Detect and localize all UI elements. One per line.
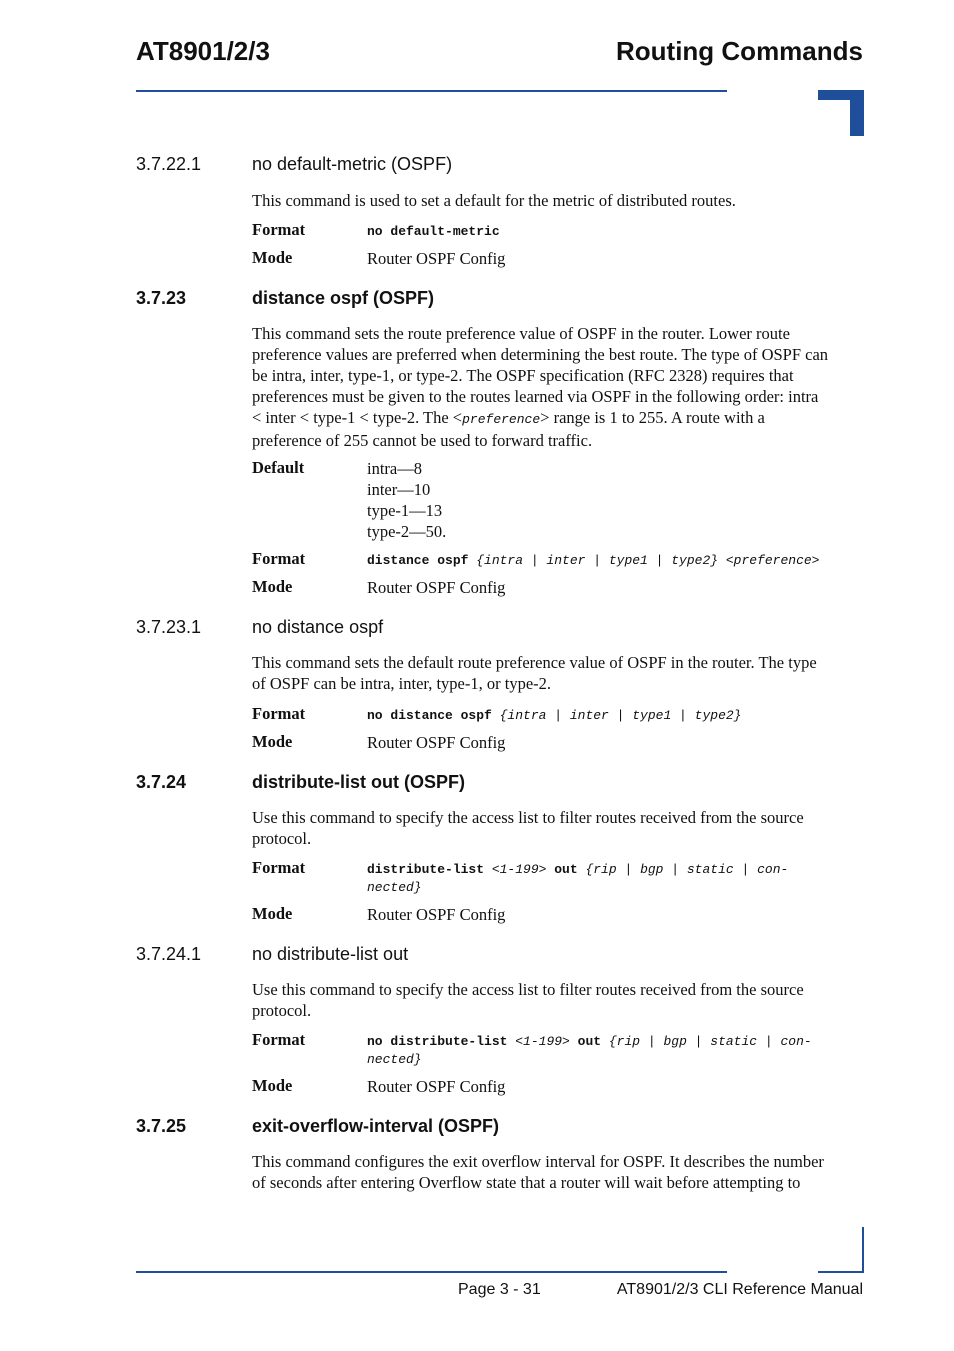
mode-label: Mode — [252, 904, 293, 923]
format-command: no distribute-list <1-199> out {rip | bgp | static | con- nected} — [367, 1034, 812, 1067]
section-number: 3.7.23.1 — [136, 617, 202, 637]
page-number: Page 3 - 31 — [458, 1281, 541, 1298]
format-command: distance ospf {intra | inter | type1 | type2} <preference> — [367, 553, 820, 568]
section-number: 3.7.25 — [136, 1116, 187, 1136]
section-number: 3.7.24 — [136, 772, 187, 792]
section-title: no distance ospf — [252, 617, 384, 637]
default-label: Default — [252, 458, 305, 477]
section-title: exit-overflow-interval (OSPF) — [252, 1116, 500, 1136]
section-description: Use this command to specify the access list to filter routes received from the source protocol. — [252, 808, 804, 848]
format-label: Format — [252, 704, 306, 723]
section-title: distribute-list out (OSPF) — [252, 772, 465, 792]
format-label: Format — [252, 220, 306, 239]
format-label: Format — [252, 858, 306, 877]
chapter-title: Routing Commands — [616, 36, 863, 66]
format-label: Format — [252, 1030, 306, 1049]
section-description: This command sets the default route preference value of OSPF in the router. The type of OSPF can be intra, inter, type-1, or type-2. — [252, 653, 817, 693]
format-label: Format — [252, 549, 306, 568]
format-command: distribute-list <1-199> out {rip | bgp | static | con- nected} — [367, 862, 789, 895]
mode-value: Router OSPF Config — [367, 578, 506, 597]
manual-title: AT8901/2/3 CLI Reference Manual — [616, 1281, 863, 1298]
default-values: intra—8 inter—10 type-1—13 type-2—50. — [367, 459, 447, 541]
mode-label: Mode — [252, 732, 293, 751]
mode-label: Mode — [252, 248, 293, 267]
corner-mark-bottom — [818, 1271, 864, 1273]
section-description: This command sets the route preference value of OSPF in the router. Lower route preference values are preferred when determining the best route. The type of OSPF can be intra, inter, type-1, or type-2. The OSPF specification (RFC 2328) requires that preferences must be given to the routes learned via OSPF in the following order: intra < inter < type-1 < type-2. The <preference> range is 1 to 255. A route with a preference of 255 cannot be used to forward traffic. — [252, 324, 829, 450]
corner-mark-top-vertical — [850, 90, 864, 136]
preference-parameter: preference — [462, 412, 541, 427]
mode-value: Router OSPF Config — [367, 905, 506, 924]
section-title: no distribute-list out — [252, 944, 409, 964]
mode-label: Mode — [252, 1076, 293, 1095]
section-number: 3.7.23 — [136, 288, 187, 308]
corner-mark-bottom-vertical — [862, 1227, 864, 1273]
section-description: This command configures the exit overflow interval for OSPF. It describes the number of seconds after entering Overflow state that a router will wait before attempting to — [252, 1152, 824, 1192]
section-number: 3.7.24.1 — [136, 944, 202, 964]
section-title: no default-metric (OSPF) — [252, 154, 453, 174]
section-number: 3.7.22.1 — [136, 154, 202, 174]
mode-value: Router OSPF Config — [367, 1077, 506, 1096]
section-description: Use this command to specify the access list to filter routes received from the source protocol. — [252, 980, 804, 1020]
mode-value: Router OSPF Config — [367, 733, 506, 752]
format-command: no distance ospf {intra | inter | type1 | type2} — [367, 708, 742, 723]
section-title: distance ospf (OSPF) — [252, 288, 435, 308]
format-command: no default-metric — [367, 224, 500, 239]
section-description: This command is used to set a default for the metric of distributed routes. — [252, 191, 736, 210]
header-rule — [136, 90, 727, 92]
mode-value: Router OSPF Config — [367, 249, 506, 268]
document-product-title: AT8901/2/3 — [136, 36, 270, 66]
footer-rule — [136, 1271, 727, 1273]
mode-label: Mode — [252, 577, 293, 596]
